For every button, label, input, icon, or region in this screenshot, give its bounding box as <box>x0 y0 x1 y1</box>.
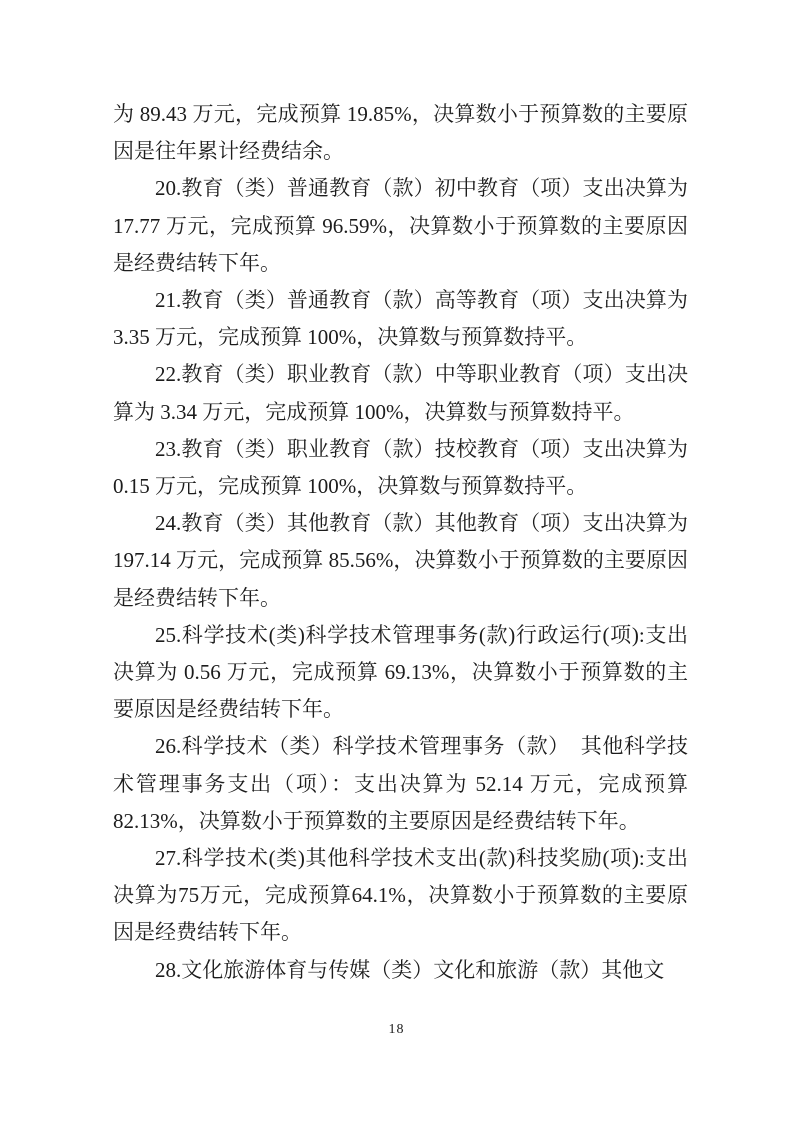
paragraph-item-22: 22.教育（类）职业教育（款）中等职业教育（项）支出决算为 3.34 万元，完成预算 100%，决算数与预算数持平。 <box>113 362 688 424</box>
paragraph-item-27: 27.科学技术(类)其他科学技术支出(款)科技奖励(项):支出决算为75万元，完成预算64.1%，决算数小于预算数的主要原因是经费结转下年。 <box>113 846 688 945</box>
paragraph-item-23: 23.教育（类）职业教育（款）技校教育（项）支出决算为 0.15 万元，完成预算 100%，决算数与预算数持平。 <box>113 436 688 499</box>
paragraph-continuation: 为 89.43 万元，完成预算 19.85%，决算数小于预算数的主要原因是往年累计经费结余。 <box>113 102 688 164</box>
paragraph-item-20: 20.教育（类）普通教育（款）初中教育（项）支出决算为 17.77 万元，完成预算 96.59%，决算数小于预算数的主要原因是经费结转下年。 <box>113 176 688 275</box>
document-body <box>113 96 688 989</box>
paragraph-item-26: 26.科学技术（类）科学技术管理事务（款） 其他科学技术管理事务支出（项）：支出决算为 52.14 万元，完成预算 82.13%，决算数小于预算数的主要原因是经费结转下年。 <box>113 734 688 833</box>
paragraph-item-28: 28.文化旅游体育与传媒（类）文化和旅游（款）其他文 <box>155 957 665 982</box>
paragraph-item-25: 25.科学技术(类)科学技术管理事务(款)行政运行(项):支出决算为 0.56 万元，完成预算 69.13%，决算数小于预算数的主要原因是经费结转下年。 <box>113 622 688 722</box>
page-number: 18 <box>388 1022 405 1037</box>
paragraph-item-24: 24.教育（类）其他教育（款）其他教育（项）支出决算为 197.14 万元，完成预算 85.56%，决算数小于预算数的主要原因是经费结转下年。 <box>113 511 688 610</box>
paragraph-item-21: 21.教育（类）普通教育（款）高等教育（项）支出决算为 3.35 万元，完成预算 100%，决算数与预算数持平。 <box>113 288 688 350</box>
